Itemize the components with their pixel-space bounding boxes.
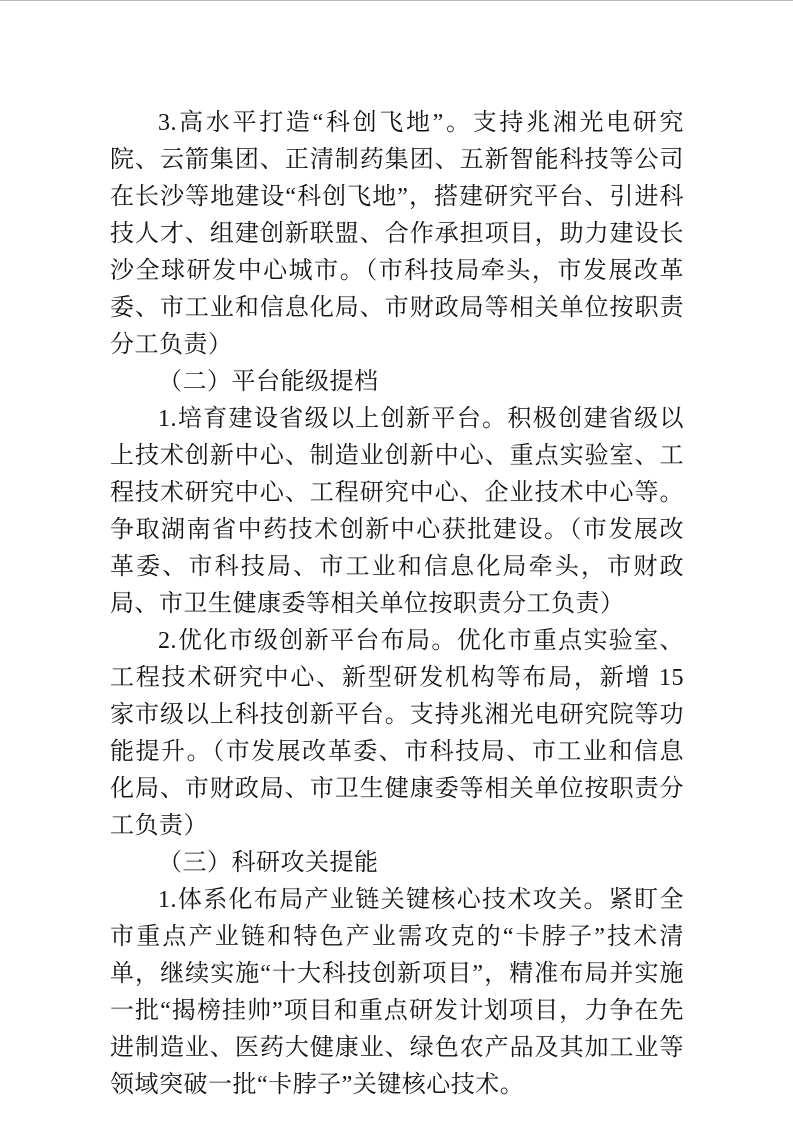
document-text-block	[110, 105, 684, 1104]
body-paragraph-kechuang-feidi: 3.高水平打造“科创飞地”。支持兆湘光电研究院、云箭集团、正清制药集团、五新智能科技等公司在长沙等地建设“科创飞地”，搭建研究平台、引进科技人才、组建创新联盟、合作承担项目，助力建设长沙全球研发中心城市。（市科技局牵头，市发展改革委、市工业和信息化局、市财政局等相关单位按职责分工负责）	[110, 110, 684, 358]
body-paragraph-provincial-platforms: 1.培育建设省级以上创新平台。积极创建省级以上技术创新中心、制造业创新中心、重点实验室、工程技术研究中心、工程研究中心、企业技术中心等。争取湖南省中药技术创新中心获批建设。（市发展改革委、市科技局、市工业和信息化局牵头，市财政局、市卫生健康委等相关单位按职责分工负责）	[110, 406, 684, 617]
body-paragraph-key-tech: 1.体系化布局产业链关键核心技术攻关。紧盯全市重点产业链和特色产业需攻克的“卡脖子”技术清单，继续实施“十大科技创新项目”，精准布局并实施一批“揭榜挂帅”项目和重点研发计划项目，力争在先进制造业、医药大健康业、绿色农产品及其加工业等领域突破一批“卡脖子”关键核心技术。	[110, 887, 684, 1098]
body-paragraph-city-platforms: 2.优化市级创新平台布局。优化市重点实验室、工程技术研究中心、新型研发机构等布局，新增 15 家市级以上科技创新平台。支持兆湘光电研究院等功能提升。（市发展改革委、市科技局、市工业和信息化局、市财政局、市卫生健康委等相关单位按职责分工负责）	[110, 628, 684, 839]
section-heading-research-breakthrough: （三）科研攻关提能	[158, 850, 379, 876]
section-heading-platform-upgrade: （二）平台能级提档	[158, 369, 379, 395]
